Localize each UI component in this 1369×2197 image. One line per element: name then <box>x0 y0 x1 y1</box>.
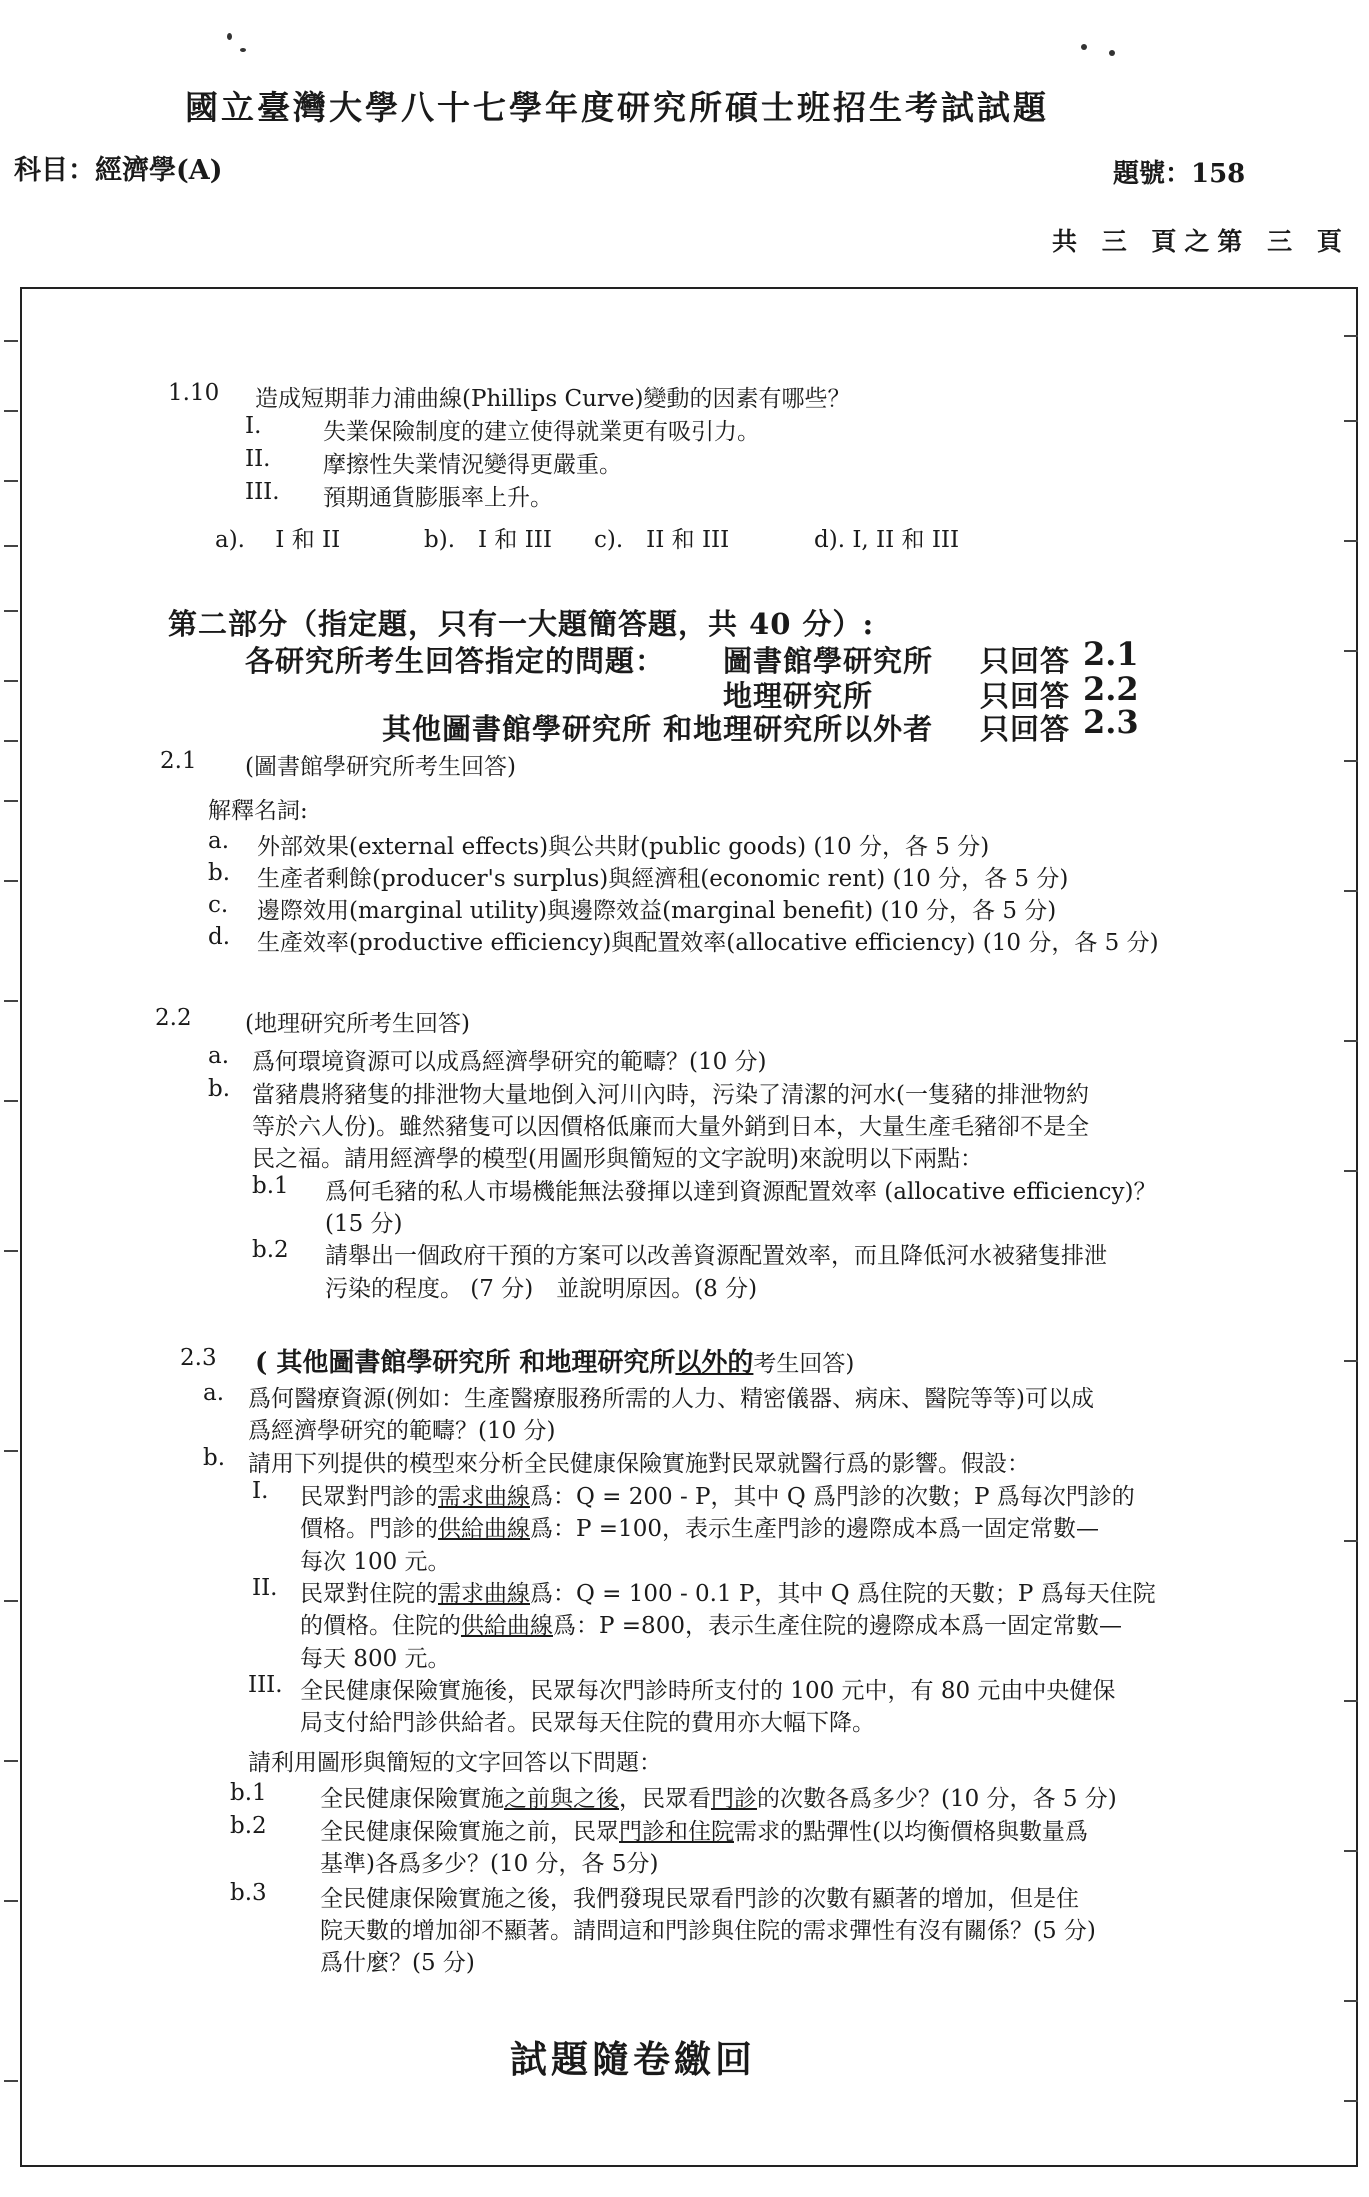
margin-tick <box>4 740 18 742</box>
speck-2 <box>240 48 246 52</box>
q110-item-num: I. <box>245 413 262 439</box>
text-underlined: 供給曲線 <box>461 1613 553 1639</box>
q23-assumption-i-line3: 每次 100 元。 <box>300 1549 451 1575</box>
q23-heading-underlined: 以外的 <box>675 1348 754 1378</box>
margin-tick <box>1344 650 1358 652</box>
q23-b3-num: b.3 <box>230 1880 267 1906</box>
speck-1 <box>227 33 232 40</box>
text-part: 價格。門診的 <box>300 1516 438 1542</box>
part2-answer-prefix: 只回答 <box>980 644 1071 678</box>
margin-tick <box>1344 420 1358 422</box>
q23-b1-text <box>320 1780 1117 1813</box>
q23-assumption-num: II. <box>252 1575 278 1601</box>
q21-intro: 解釋名詞: <box>208 798 308 824</box>
q23-assumption-ii-line1 <box>300 1575 1156 1608</box>
q23-b3-line: 院天數的增加卻不顯著。請問這和門診與住院的需求彈性有沒有關係？(5 分) <box>320 1918 1096 1944</box>
margin-tick <box>4 410 18 412</box>
q23-assumption-iii-line: 全民健康保險實施後，民眾每次門診時所支付的 100 元中，有 80 元由中央健保 <box>300 1678 1116 1704</box>
q22-b-line: 等於六人份)。雖然豬隻可以因價格低廉而大量外銷到日本，大量生產毛豬卻不是全 <box>252 1114 1089 1140</box>
q22-b1-line: 爲何毛豬的私人市場機能無法發揮以達到資源配置效率 (allocative efficiency)？ <box>325 1179 1157 1205</box>
question-code: 題號：158 <box>1113 159 1246 189</box>
margin-tick <box>4 2080 18 2082</box>
text-part: 全民健康保險實施 <box>320 1786 504 1812</box>
q21-item-text: 邊際效用(marginal utility)與邊際效益(marginal benefit) (10 分，各 5 分) <box>257 898 1057 924</box>
margin-tick <box>1344 540 1358 542</box>
text-part: 爲：P =800，表示生產住院的邊際成本爲一固定常數— <box>553 1613 1122 1639</box>
q110-item-text: 預期通貨膨脹率上升。 <box>323 485 553 511</box>
margin-tick <box>4 1760 18 1762</box>
q22-b1-num: b.1 <box>252 1173 289 1199</box>
q21-item-num: a. <box>208 828 230 854</box>
q23-assumption-ii-line3: 每天 800 元。 <box>300 1646 451 1672</box>
part2-dept-others: 其他圖書館學研究所 和地理研究所以外者 <box>382 712 934 746</box>
text-part: 的價格。住院的 <box>300 1613 461 1639</box>
q23-number: 2.3 <box>180 1345 217 1371</box>
text-underlined: 門診 <box>711 1786 757 1812</box>
q21-item-text: 外部效果(external effects)與公共財(public goods) (10 分，各 5 分) <box>257 834 990 860</box>
q21-item-text: 生產者剩餘(producer's surplus)與經濟租(economic rent) (10 分，各 5 分) <box>257 866 1069 892</box>
q23-b2-line1 <box>320 1813 1088 1846</box>
margin-tick <box>4 1450 18 1452</box>
q22-b2-line: 污染的程度。 (7 分) 並說明原因。(8 分) <box>325 1276 758 1302</box>
q22-b2-num: b.2 <box>252 1237 289 1263</box>
text-part: 爲：Q = 100 - 0.1 P，其中 Q 爲住院的天數；P 爲每天住院 <box>530 1581 1156 1607</box>
exam-title: 國立臺灣大學八十七學年度研究所碩士班招生考試試題 <box>185 88 1049 127</box>
text-part: 爲：Q = 200 - P，其中 Q 爲門診的次數；P 爲每次門診的 <box>530 1484 1135 1510</box>
margin-tick <box>1344 335 1358 337</box>
margin-tick <box>1344 1360 1358 1362</box>
margin-tick <box>4 800 18 802</box>
margin-tick <box>4 545 18 547</box>
q22-b1-line: (15 分) <box>325 1211 403 1237</box>
q23-b-num: b. <box>203 1445 226 1471</box>
q23-heading-suffix: 考生回答) <box>753 1351 855 1377</box>
margin-tick <box>1344 890 1358 892</box>
q21-number: 2.1 <box>160 748 197 774</box>
q23-assumption-num: I. <box>252 1478 269 1504</box>
margin-tick <box>1344 1850 1358 1852</box>
q23-assumption-i-line2 <box>300 1510 1099 1543</box>
margin-tick <box>4 480 18 482</box>
q22-heading: (地理研究所考生回答) <box>245 1011 470 1037</box>
q23-assumption-i-line1 <box>300 1478 1135 1511</box>
q110-stem: 造成短期菲力浦曲線(Phillips Curve)變動的因素有哪些？ <box>255 386 851 412</box>
q23-b3-line: 爲什麼？(5 分) <box>320 1950 475 1976</box>
text-underlined: 需求曲線 <box>438 1581 530 1607</box>
text-part: 全民健康保險實施之前，民眾 <box>320 1819 619 1845</box>
part2-answer-2: 2.2 <box>1083 670 1139 708</box>
q22-b2-line: 請舉出一個政府干預的方案可以改善資源配置效率，而且降低河水被豬隻排泄 <box>325 1243 1107 1269</box>
q110-option-b: b). I 和 III <box>424 527 552 553</box>
q110-item-num: III. <box>245 479 280 505</box>
text-underlined: 需求曲線 <box>438 1484 530 1510</box>
q21-item-num: d. <box>208 924 231 950</box>
q23-b3-line: 全民健康保險實施之後，我們發現民眾看門診的次數有顯著的增加，但是住 <box>320 1886 1079 1912</box>
q23-a-line: 爲經濟學研究的範疇？(10 分) <box>248 1418 556 1444</box>
part2-dept-library: 圖書館學研究所 <box>723 644 934 678</box>
margin-tick <box>4 680 18 682</box>
q21-item-num: c. <box>208 892 229 918</box>
margin-tick <box>4 1600 18 1602</box>
part2-title: 第二部分（指定題，只有一大題簡答題，共 40 分）: <box>168 607 875 641</box>
q23-a-num: a. <box>203 1380 225 1406</box>
q21-item-text: 生產效率(productive efficiency)與配置效率(allocative efficiency) (10 分，各 5 分) <box>257 930 1159 956</box>
margin-tick <box>1344 760 1358 762</box>
part2-dept-geography: 地理研究所 <box>723 679 874 713</box>
q21-item-num: b. <box>208 860 231 886</box>
q22-number: 2.2 <box>155 1005 192 1031</box>
q110-item-num: II. <box>245 446 271 472</box>
margin-tick <box>1344 1700 1358 1702</box>
q23-assumption-num: III. <box>248 1672 283 1698</box>
q23-b2-num: b.2 <box>230 1813 267 1839</box>
q110-item-text: 失業保險制度的建立使得就業更有吸引力。 <box>323 419 760 445</box>
page-count: 共 三 頁之第 三 頁 <box>1052 227 1350 256</box>
part2-answer-3: 2.3 <box>1083 703 1139 741</box>
margin-tick <box>4 610 18 612</box>
q22-b-line: 民之福。請用經濟學的模型(用圖形與簡短的文字說明)來說明以下兩點： <box>252 1146 983 1172</box>
margin-tick <box>4 1250 18 1252</box>
part2-prefix: 各研究所考生回答指定的問題： <box>245 644 666 678</box>
subject-label: 科目：經濟學(A) <box>14 155 223 186</box>
text-part: 民眾對門診的 <box>300 1484 438 1510</box>
return-notice: 試題隨卷繳回 <box>510 2037 756 2081</box>
q22-a-num: a. <box>208 1043 230 1069</box>
q22-b-line: 當豬農將豬隻的排泄物大量地倒入河川內時，污染了清潔的河水(一隻豬的排泄物約 <box>252 1082 1089 1108</box>
part2-answer-prefix: 只回答 <box>980 679 1071 713</box>
margin-tick <box>4 340 18 342</box>
text-underlined: 之前與之後 <box>504 1786 619 1812</box>
q23-assumption-ii-line2 <box>300 1607 1122 1640</box>
q110-item-text: 摩擦性失業情況變得更嚴重。 <box>323 452 622 478</box>
q23-heading-prefix: ( 其他圖書館學研究所 和地理研究所 <box>255 1348 676 1378</box>
text-part: 需求的點彈性(以均衡價格與數量爲 <box>734 1819 1088 1845</box>
q23-b2-line2: 基準)各爲多少？(10 分，各 5分) <box>320 1851 659 1877</box>
text-underlined: 供給曲線 <box>438 1516 530 1542</box>
q110-number: 1.10 <box>168 380 220 406</box>
q22-a-text: 爲何環境資源可以成爲經濟學研究的範疇？(10 分) <box>252 1049 767 1075</box>
margin-tick <box>1344 1170 1358 1172</box>
margin-tick <box>1344 1040 1358 1042</box>
q110-option-a: a). I 和 II <box>215 527 341 553</box>
q23-a-line: 爲何醫療資源(例如：生產醫療服務所需的人力、精密儀器、病床、醫院等等)可以成 <box>248 1386 1094 1412</box>
text-part: 的次數各爲多少？(10 分，各 5 分) <box>757 1786 1117 1812</box>
q110-option-d: d). I, II 和 III <box>814 527 960 553</box>
speck-4 <box>1109 50 1115 56</box>
text-underlined: 門診和住院 <box>619 1819 734 1845</box>
margin-tick <box>1344 2100 1358 2102</box>
part2-answer-prefix: 只回答 <box>980 712 1071 746</box>
text-part: ，民眾看 <box>619 1786 711 1812</box>
q22-b-num: b. <box>208 1076 231 1102</box>
q23-assumption-iii-line: 局支付給門診供給者。民眾每天住院的費用亦大幅下降。 <box>300 1710 875 1736</box>
text-part: 爲：P =100，表示生產門診的邊際成本爲一固定常數— <box>530 1516 1099 1542</box>
text-part: 民眾對住院的 <box>300 1581 438 1607</box>
q110-option-c: c). II 和 III <box>594 527 730 553</box>
q23-ask: 請利用圖形與簡短的文字回答以下問題： <box>248 1750 662 1776</box>
part2-answer-1: 2.1 <box>1083 635 1139 673</box>
margin-tick <box>4 880 18 882</box>
margin-tick <box>1344 1540 1358 1542</box>
speck-3 <box>1081 44 1087 50</box>
margin-tick <box>4 1900 18 1902</box>
margin-tick <box>4 1100 18 1102</box>
q23-heading <box>255 1342 854 1379</box>
margin-tick <box>4 1000 18 1002</box>
margin-tick <box>1344 2000 1358 2002</box>
q21-heading: (圖書館學研究所考生回答) <box>245 754 516 780</box>
q23-b-line: 請用下列提供的模型來分析全民健康保險實施對民眾就醫行爲的影響。假設： <box>248 1451 1030 1477</box>
q23-b1-num: b.1 <box>230 1780 267 1806</box>
